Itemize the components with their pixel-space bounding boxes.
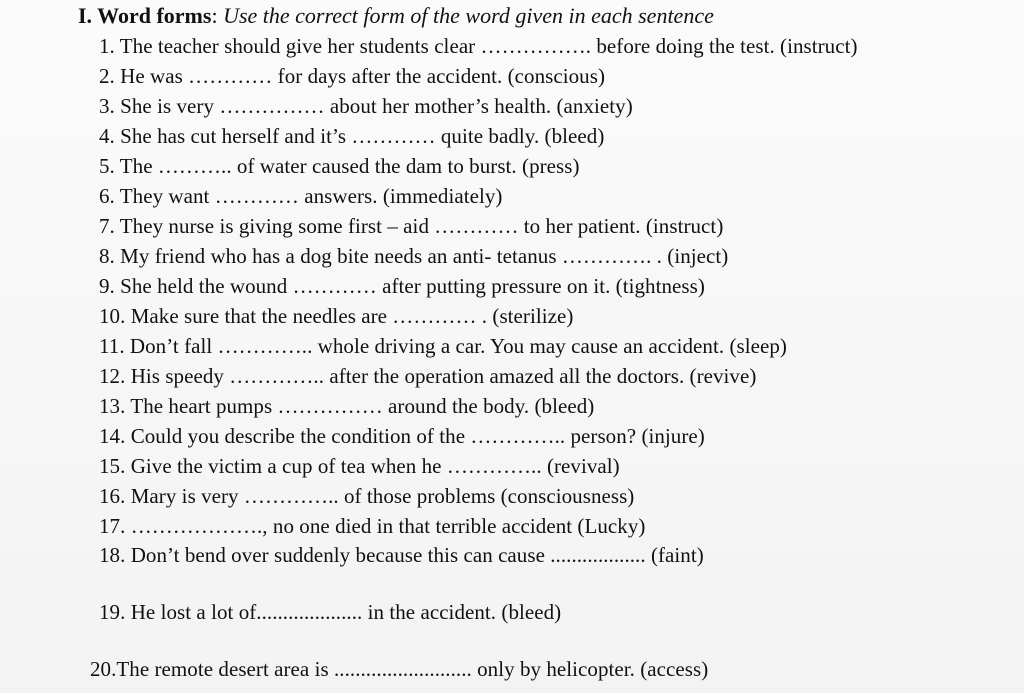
section-label: I. Word forms (78, 3, 212, 28)
exercise-item-11: 11. Don’t fall ………….. whole driving a car. You may cause an accident. (sleep) (99, 334, 787, 358)
exercise-item-4: 4. She has cut herself and it’s ………… quite badly. (bleed) (99, 124, 605, 148)
exercise-item-15: 15. Give the victim a cup of tea when he ………….. (revival) (99, 454, 620, 478)
exercise-item-1: 1. The teacher should give her students clear ……………. before doing the test. (instruct) (99, 34, 858, 58)
exercise-item-20: 20.The remote desert area is .......................... only by helicopter. (access) (90, 657, 709, 681)
exercise-item-9: 9. She held the wound ………… after putting pressure on it. (tightness) (99, 274, 705, 298)
exercise-item-16: 16. Mary is very ………….. of those problems (consciousness) (99, 484, 635, 508)
exercise-item-14: 14. Could you describe the condition of the ………….. person? (injure) (99, 424, 705, 448)
exercise-item-19: 19. He lost a lot of.................... in the accident. (bleed) (99, 600, 562, 624)
exercise-item-13: 13. The heart pumps …………… around the body. (bleed) (99, 394, 595, 418)
heading-colon: : (211, 3, 224, 28)
exercise-item-18: 18. Don’t bend over suddenly because this can cause .................. (faint) (99, 543, 704, 567)
exercise-item-5: 5. The ……….. of water caused the dam to burst. (press) (99, 154, 580, 178)
exercise-item-17: 17. ………………., no one died in that terrible accident (Lucky) (99, 514, 646, 538)
section-instruction: Use the correct form of the word given in each sentence (223, 3, 714, 28)
exercise-item-8: 8. My friend who has a dog bite needs an anti- tetanus …………. . (inject) (99, 244, 729, 268)
exercise-item-3: 3. She is very …………… about her mother’s health. (anxiety) (99, 94, 633, 118)
exercise-item-6: 6. They want ………… answers. (immediately) (99, 184, 503, 208)
exercise-item-12: 12. His speedy ………….. after the operation amazed all the doctors. (revive) (99, 364, 757, 388)
section-heading (78, 2, 714, 30)
exercise-item-10: 10. Make sure that the needles are ………… . (sterilize) (99, 304, 574, 328)
exercise-item-7: 7. They nurse is giving some first – aid ………… to her patient. (instruct) (99, 214, 724, 238)
exercise-item-2: 2. He was ………… for days after the accident. (conscious) (99, 64, 606, 88)
